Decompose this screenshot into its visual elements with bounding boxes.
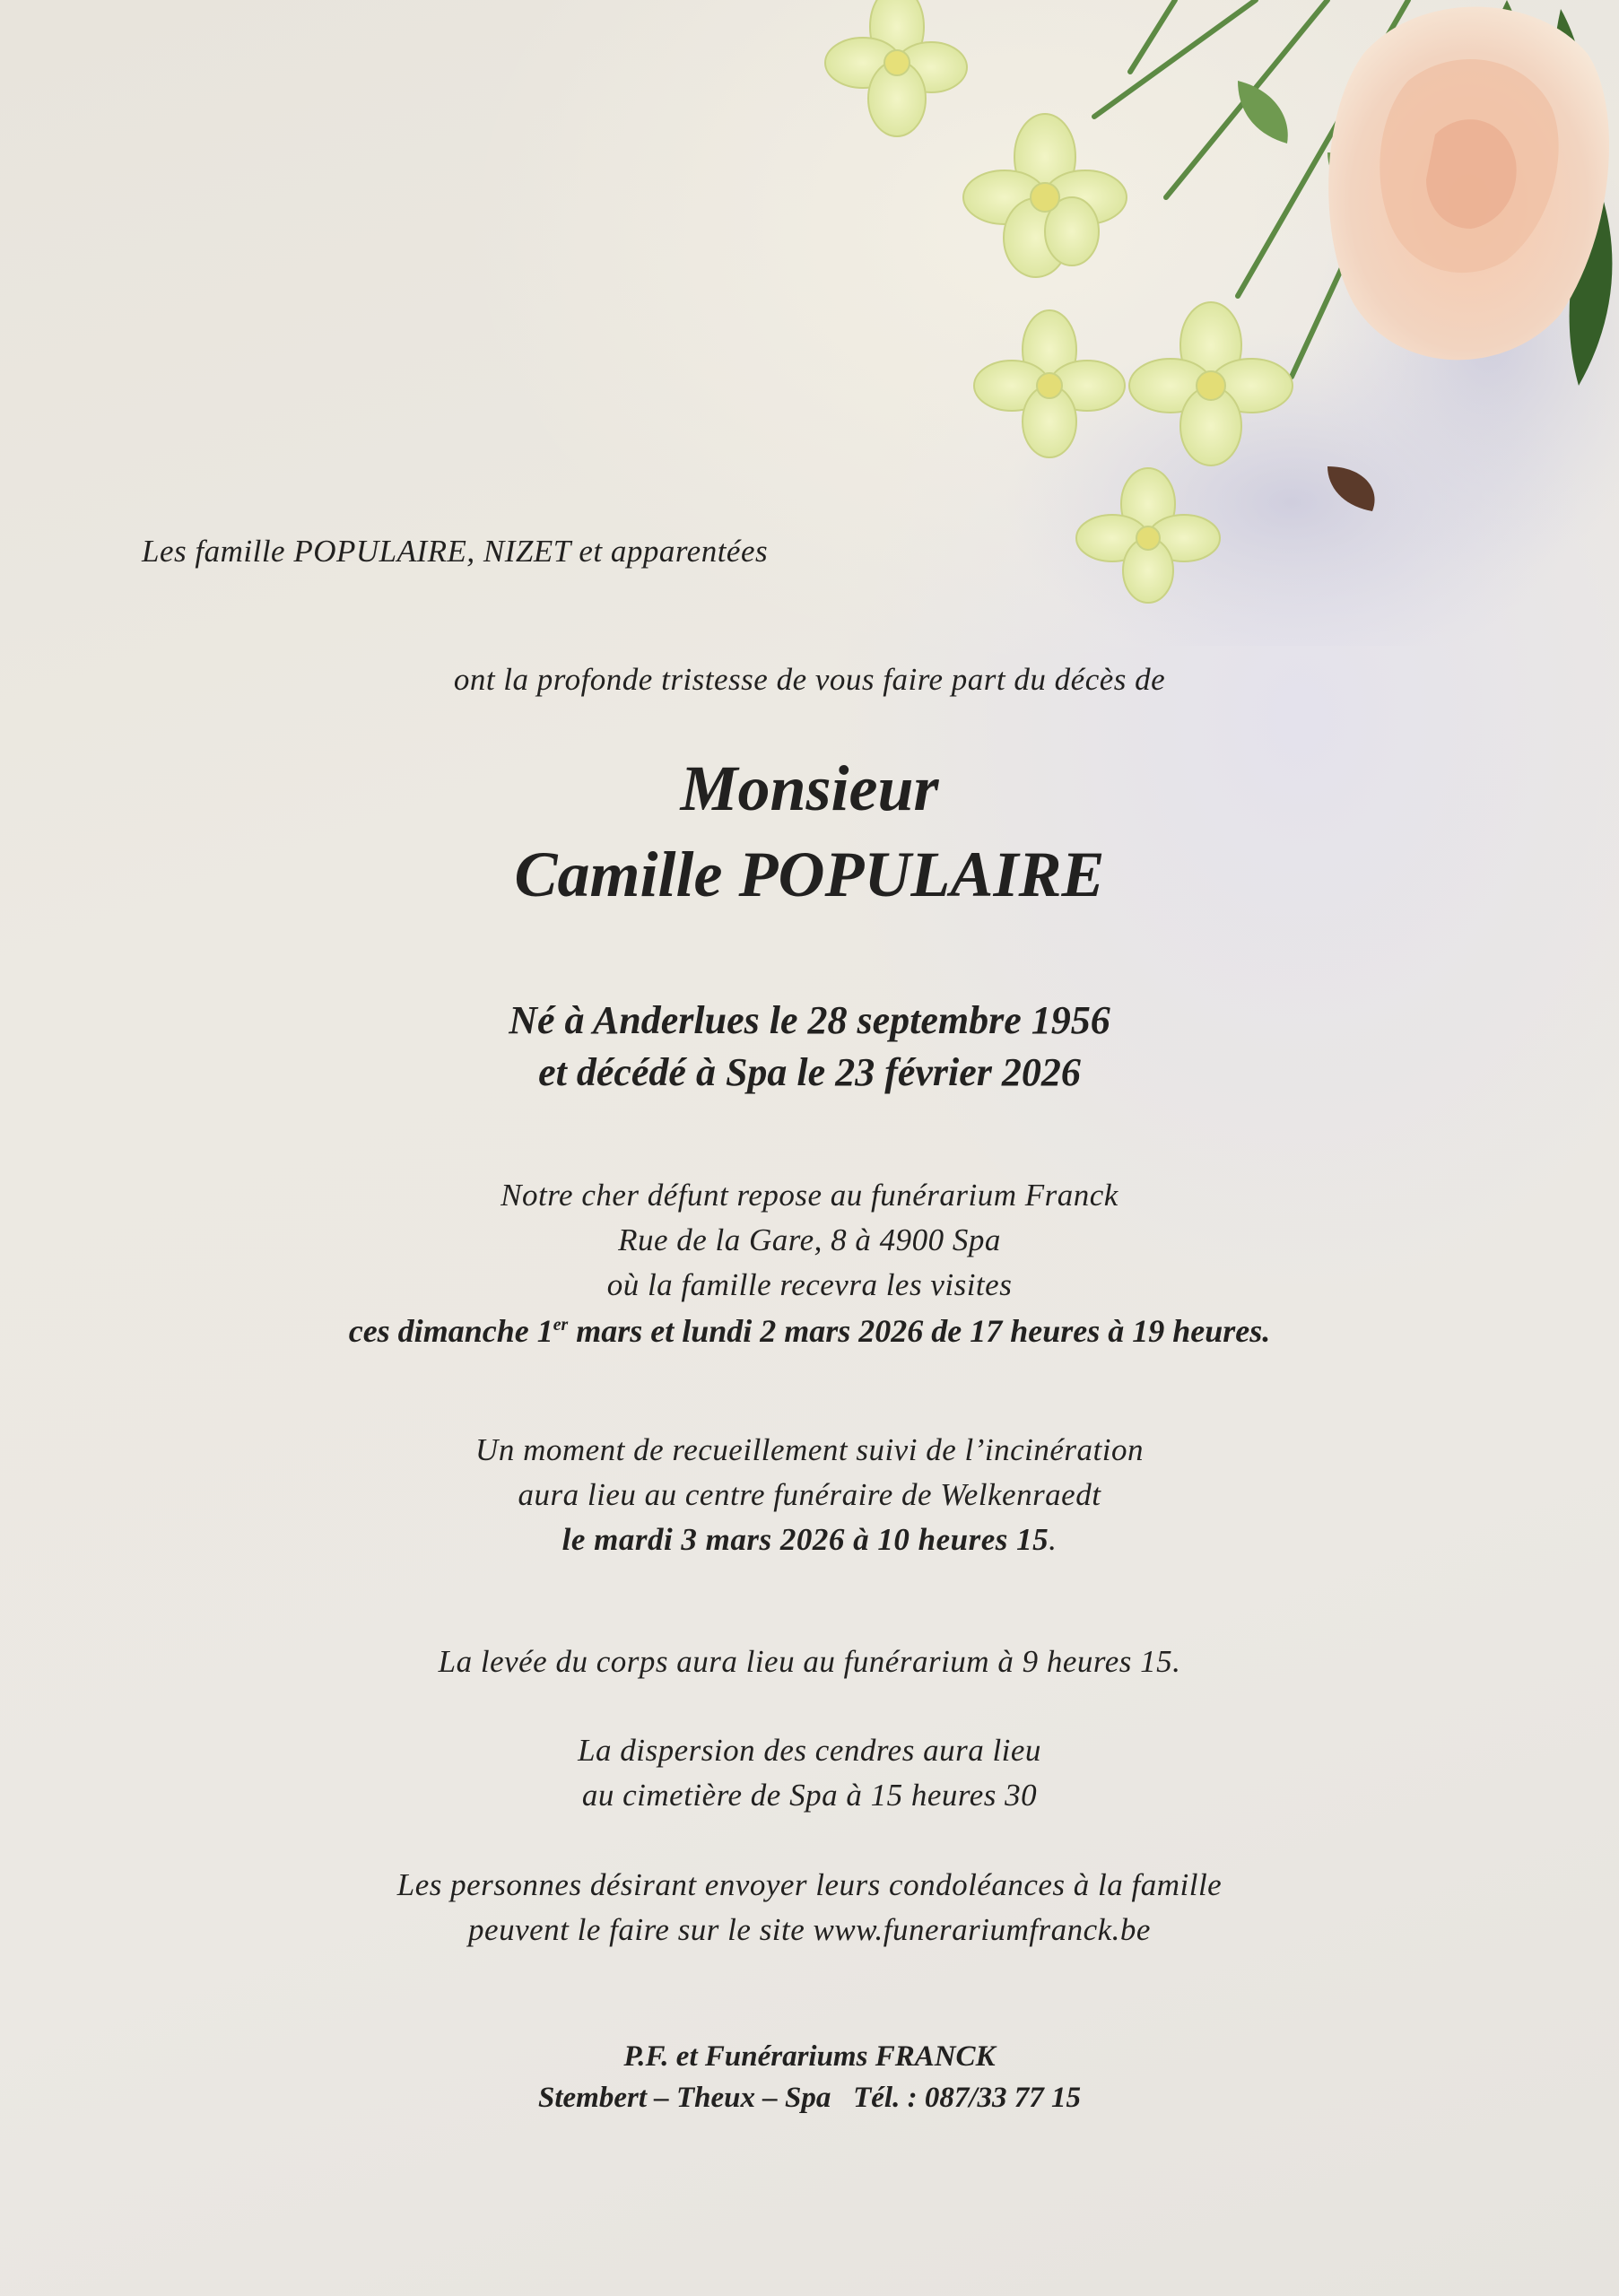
flower-bouquet-icon <box>789 0 1619 646</box>
repose-line-2: Rue de la Gare, 8 à 4900 Spa <box>618 1222 1001 1257</box>
ceremony-date-end: . <box>1049 1522 1058 1557</box>
visits-schedule <box>0 1312 1619 1350</box>
announcement-text: ont la profonde tristesse de vous faire part du décès de <box>453 662 1166 697</box>
death-date: et décédé à Spa le 23 février 2026 <box>538 1050 1081 1094</box>
levee-text: La levée du corps aura lieu au funérarium à 9 heures 15. <box>438 1644 1181 1679</box>
funeral-home-name: P.F. et Funérariums FRANCK <box>623 2040 996 2073</box>
ceremony-line-2: aura lieu au centre funéraire de Welkenraedt <box>518 1477 1101 1512</box>
repose-line-3: où la famille recevra les visites <box>606 1267 1013 1302</box>
visits-part-2: mars et lundi 2 mars 2026 de 17 heures à 19 heures. <box>568 1313 1271 1349</box>
funeral-home-contact: Stembert – Theux – Spa Tél. : 087/33 77 15 <box>538 2082 1081 2114</box>
deceased-name: Camille POPULAIRE <box>514 839 1105 910</box>
visits-part-1: ces dimanche 1 <box>348 1313 553 1349</box>
dispersion-line-1: La dispersion des cendres aura lieu <box>578 1733 1041 1768</box>
condolences-line-2: peuvent le faire sur le site www.funerariumfranck.be <box>468 1912 1151 1947</box>
intro-text: Les famille POPULAIRE, NIZET et apparentées <box>142 534 769 569</box>
deceased-title: Monsieur <box>680 752 939 824</box>
ceremony-date <box>0 1522 1619 1558</box>
ceremony-date-bold: le mardi 3 mars 2026 à 10 heures 15 <box>561 1522 1049 1557</box>
visits-superscript: er <box>553 1315 569 1335</box>
ceremony-line-1: Un moment de recueillement suivi de l’incinération <box>475 1432 1144 1467</box>
dispersion-line-2: au cimetière de Spa à 15 heures 30 <box>581 1778 1038 1813</box>
condolences-line-1: Les personnes désirant envoyer leurs condoléances à la famille <box>396 1867 1223 1902</box>
birth-date: Né à Anderlues le 28 septembre 1956 <box>509 998 1110 1042</box>
repose-line-1: Notre cher défunt repose au funérarium Franck <box>500 1178 1119 1213</box>
